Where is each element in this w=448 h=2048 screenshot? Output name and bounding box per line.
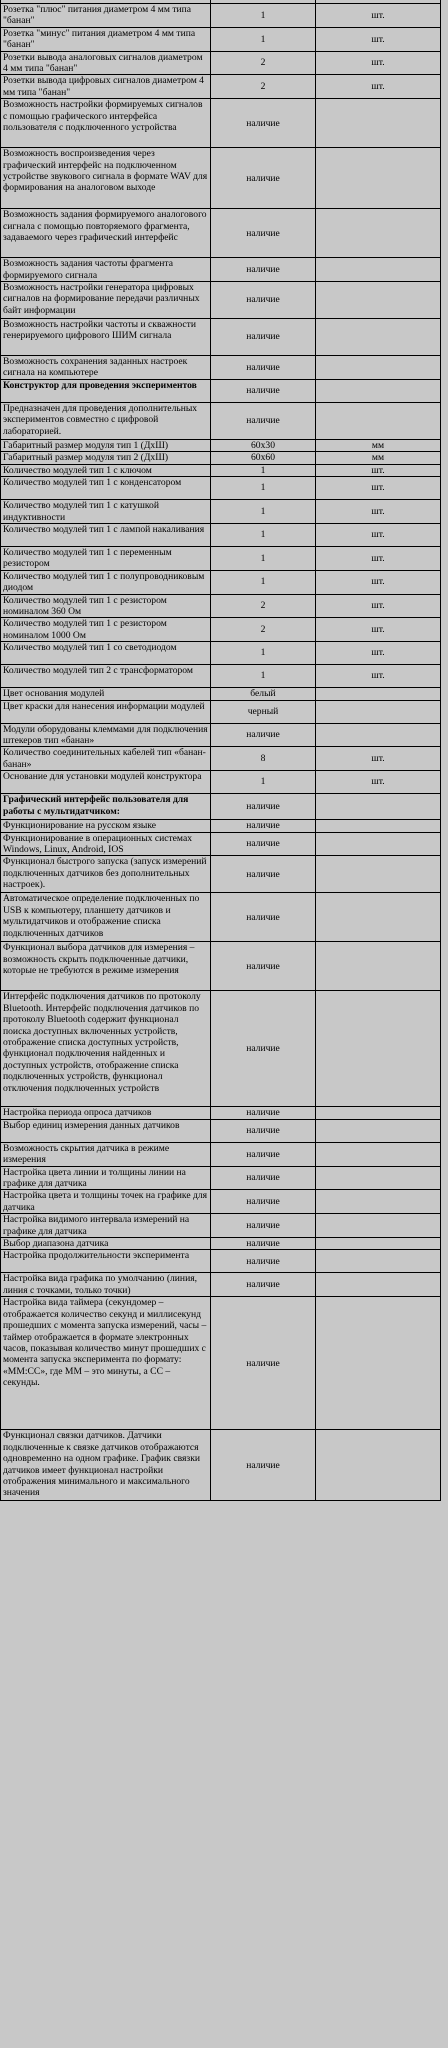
value-cell: наличие — [211, 1190, 316, 1214]
unit-cell: мм — [316, 439, 441, 451]
characteristic-cell: Основание для установки модулей конструктора — [1, 771, 211, 794]
table-row — [1, 991, 441, 1107]
value-cell: наличие — [211, 1238, 316, 1250]
unit-cell — [316, 1119, 441, 1142]
characteristic-cell: Количество модулей тип 2 с трансформатором — [1, 665, 211, 688]
value-cell: 60х30 — [211, 439, 316, 451]
characteristic-cell: Функционал связки датчиков. Датчики подключенные к связке датчиков отображаются одновременно на одном графике. График связки датчиков имеет функционал настройки отображения минимального и максимального значения — [1, 1430, 211, 1501]
unit-cell: шт. — [316, 570, 441, 594]
table-row — [1, 723, 441, 747]
characteristic-cell: Количество модулей тип 1 с конденсатором — [1, 477, 211, 500]
value-cell: 1 — [211, 4, 316, 28]
value-cell: 2 — [211, 75, 316, 99]
unit-cell — [316, 379, 441, 402]
table-row — [1, 1297, 441, 1430]
value-cell: наличие — [211, 148, 316, 209]
characteristic-cell: Цвет основания модулей — [1, 688, 211, 700]
table-row — [1, 51, 441, 75]
table-row — [1, 546, 441, 570]
value-cell: наличие — [211, 832, 316, 856]
characteristic-cell: Функционал выбора датчиков для измерения – возможность скрыть подключенные датчики, которые не требуются в режиме измерения — [1, 942, 211, 991]
unit-cell — [316, 893, 441, 942]
table-row — [1, 570, 441, 594]
table-row — [1, 1142, 441, 1166]
characteristic-cell: Розетка "плюс" питания диаметром 4 мм типа "банан" — [1, 4, 211, 28]
table-row — [1, 942, 441, 991]
unit-cell: шт. — [316, 500, 441, 524]
table-row — [1, 688, 441, 700]
characteristic-cell: Настройка вида таймера (секундомер – отображается количество секунд и миллисекунд прошедших с момента запуска измерений, часы – таймер отображается в формате электронных часов, показывая количество минут прошедших с момента запуска эксперимента по формату: «ММ:СС», где ММ – это минуты, а СС – секунды. — [1, 1297, 211, 1430]
table-row — [1, 1238, 441, 1250]
table-row — [1, 665, 441, 688]
characteristic-cell: Настройка цвета и толщины точек на графике для датчика — [1, 1190, 211, 1214]
table-row — [1, 1214, 441, 1238]
unit-cell — [316, 991, 441, 1107]
characteristic-cell: Возможность настройки частоты и скважности генерируемого цифрового ШИМ сигнала — [1, 319, 211, 356]
value-cell: 1 — [211, 523, 316, 546]
value-cell: наличие — [211, 1297, 316, 1430]
table-row — [1, 1107, 441, 1119]
characteristic-cell: Розетка "минус" питания диаметром 4 мм типа "банан" — [1, 27, 211, 51]
table-row — [1, 1273, 441, 1297]
characteristic-cell: Количество модулей тип 1 с лампой накаливания — [1, 523, 211, 546]
unit-cell — [316, 1190, 441, 1214]
unit-cell — [316, 258, 441, 282]
unit-cell — [316, 1214, 441, 1238]
value-cell: 1 — [211, 546, 316, 570]
table-row — [1, 1250, 441, 1273]
characteristic-cell: Розетки вывода цифровых сигналов диаметром 4 мм типа "банан" — [1, 75, 211, 99]
unit-cell — [316, 1250, 441, 1273]
characteristic-cell: Габаритный размер модуля тип 2 (ДхШ) — [1, 452, 211, 464]
table-row — [1, 27, 441, 51]
value-cell: 1 — [211, 500, 316, 524]
unit-cell: шт. — [316, 523, 441, 546]
unit-cell: шт. — [316, 618, 441, 642]
characteristic-cell: Конструктор для проведения экспериментов — [1, 379, 211, 402]
section-header-row — [1, 794, 441, 820]
characteristic-cell: Функционал быстрого запуска (запуск измерений подключенных датчиков без дополнительных настроек). — [1, 856, 211, 893]
value-cell: 2 — [211, 594, 316, 618]
unit-cell — [316, 1107, 441, 1119]
value-cell: черный — [211, 700, 316, 723]
value-cell: наличие — [211, 209, 316, 258]
value-cell: наличие — [211, 282, 316, 319]
table-row — [1, 258, 441, 282]
value-cell: наличие — [211, 820, 316, 832]
characteristic-cell: Настройка периода опроса датчиков — [1, 1107, 211, 1119]
value-cell: 1 — [211, 477, 316, 500]
value-cell: наличие — [211, 1166, 316, 1190]
value-cell: наличие — [211, 356, 316, 380]
unit-cell: шт. — [316, 464, 441, 476]
unit-cell — [316, 319, 441, 356]
table-row — [1, 642, 441, 665]
unit-cell — [316, 402, 441, 439]
unit-cell — [316, 942, 441, 991]
value-cell: наличие — [211, 1119, 316, 1142]
table-row — [1, 282, 441, 319]
unit-cell — [316, 700, 441, 723]
table-row — [1, 402, 441, 439]
section-header-row — [1, 379, 441, 402]
table-row — [1, 618, 441, 642]
unit-cell — [316, 356, 441, 380]
value-cell: наличие — [211, 402, 316, 439]
spec-table-body — [1, 0, 441, 1501]
value-cell: 1 — [211, 464, 316, 476]
table-row — [1, 209, 441, 258]
characteristic-cell: Автоматическое определение подключенных по USB к компьютеру, планшету датчиков и мультидатчиков и отображение списка подключенных датчиков — [1, 893, 211, 942]
value-cell: 1 — [211, 771, 316, 794]
characteristic-cell: Выбор единиц измерения данных датчиков — [1, 1119, 211, 1142]
unit-cell — [316, 1142, 441, 1166]
characteristic-cell: Модули оборудованы клеммами для подключения штекеров тип «банан» — [1, 723, 211, 747]
unit-cell — [316, 688, 441, 700]
characteristic-cell: Цвет краски для нанесения информации модулей — [1, 700, 211, 723]
characteristic-cell: Настройка цвета линии и толщины линии на графике для датчика — [1, 1166, 211, 1190]
characteristic-cell: Количество модулей тип 1 с ключом — [1, 464, 211, 476]
unit-cell — [316, 832, 441, 856]
unit-cell: шт. — [316, 665, 441, 688]
characteristic-cell: Возможность скрытия датчика в режиме измерения — [1, 1142, 211, 1166]
value-cell: наличие — [211, 1250, 316, 1273]
table-row — [1, 500, 441, 524]
unit-cell: шт. — [316, 747, 441, 771]
unit-cell: шт. — [316, 75, 441, 99]
value-cell: наличие — [211, 1142, 316, 1166]
table-row — [1, 464, 441, 476]
value-cell: наличие — [211, 1430, 316, 1501]
unit-cell — [316, 820, 441, 832]
unit-cell: шт. — [316, 594, 441, 618]
characteristic-cell: Количество модулей тип 1 с резистором номиналом 360 Ом — [1, 594, 211, 618]
table-row — [1, 832, 441, 856]
table-row — [1, 75, 441, 99]
value-cell: наличие — [211, 99, 316, 148]
unit-cell — [316, 1297, 441, 1430]
value-cell: 1 — [211, 665, 316, 688]
table-row — [1, 452, 441, 464]
value-cell: наличие — [211, 319, 316, 356]
table-row — [1, 439, 441, 451]
unit-cell — [316, 1166, 441, 1190]
unit-cell: шт. — [316, 771, 441, 794]
table-row — [1, 4, 441, 28]
value-cell: наличие — [211, 379, 316, 402]
characteristic-cell: Предназначен для проведения дополнительных экспериментов совместно с цифровой лабораторией. — [1, 402, 211, 439]
unit-cell — [316, 282, 441, 319]
characteristic-cell: Выбор диапазона датчика — [1, 1238, 211, 1250]
table-row — [1, 477, 441, 500]
characteristic-cell: Количество модулей тип 1 с переменным резистором — [1, 546, 211, 570]
value-cell: наличие — [211, 723, 316, 747]
value-cell: наличие — [211, 794, 316, 820]
unit-cell — [316, 1238, 441, 1250]
table-row — [1, 771, 441, 794]
unit-cell: шт. — [316, 546, 441, 570]
unit-cell: шт. — [316, 51, 441, 75]
unit-cell — [316, 794, 441, 820]
table-row — [1, 99, 441, 148]
characteristic-cell: Функционирование на русском языке — [1, 820, 211, 832]
unit-cell: мм — [316, 452, 441, 464]
table-row — [1, 1166, 441, 1190]
value-cell: наличие — [211, 1214, 316, 1238]
table-row — [1, 893, 441, 942]
unit-cell — [316, 856, 441, 893]
characteristic-cell: Габаритный размер модуля тип 1 (ДхШ) — [1, 439, 211, 451]
table-row — [1, 356, 441, 380]
characteristic-cell: Розетки вывода аналоговых сигналов диаметром 4 мм типа "банан" — [1, 51, 211, 75]
value-cell: наличие — [211, 893, 316, 942]
value-cell: 2 — [211, 618, 316, 642]
table-row — [1, 1119, 441, 1142]
value-cell: 1 — [211, 642, 316, 665]
characteristic-cell: Количество соединительных кабелей тип «банан-банан» — [1, 747, 211, 771]
unit-cell — [316, 148, 441, 209]
unit-cell: шт. — [316, 4, 441, 28]
table-row — [1, 747, 441, 771]
value-cell: белый — [211, 688, 316, 700]
unit-cell — [316, 1273, 441, 1297]
table-row — [1, 319, 441, 356]
characteristic-cell: Возможность настройки генератора цифровых сигналов на формирование передачи различных байт информации — [1, 282, 211, 319]
characteristic-cell: Количество модулей тип 1 с катушкой индуктивности — [1, 500, 211, 524]
characteristic-cell: Возможность задания формируемого аналогового сигнала с помощью повторяемого фрагмента, задаваемого через графический интерфейс — [1, 209, 211, 258]
characteristic-cell: Возможность сохранения заданных настроек сигнала на компьютере — [1, 356, 211, 380]
table-row — [1, 148, 441, 209]
value-cell: наличие — [211, 1273, 316, 1297]
table-row — [1, 856, 441, 893]
value-cell: 8 — [211, 747, 316, 771]
value-cell: 1 — [211, 27, 316, 51]
table-row — [1, 1430, 441, 1501]
unit-cell: шт. — [316, 27, 441, 51]
characteristic-cell: Функционирование в операционных системах Windows, Linux, Android, IOS — [1, 832, 211, 856]
characteristic-cell: Интерфейс подключения датчиков по протоколу Bluetooth. Интерфейс подключения датчиков по протоколу Bluetooth содержит функционал поиска доступных включенных устройств, отображение списка доступных устройств, функционал подключения найденных и доступных устройств, отображение списка подключенных устройств, функционал отключения подключенных устройств — [1, 991, 211, 1107]
table-row — [1, 594, 441, 618]
unit-cell — [316, 209, 441, 258]
value-cell: наличие — [211, 942, 316, 991]
characteristic-cell: Количество модулей тип 1 со светодиодом — [1, 642, 211, 665]
characteristic-cell: Возможность настройки формируемых сигналов с помощью графического интерфейса пользователя с подключенного устройства — [1, 99, 211, 148]
characteristic-cell: Возможность воспроизведения через графический интерфейс на подключенном устройстве звукового сигнала в формате WAV для формирования на аналоговом выходе — [1, 148, 211, 209]
characteristic-cell: Настройка видимого интервала измерений на графике для датчика — [1, 1214, 211, 1238]
characteristic-cell: Настройка вида графика по умолчанию (линия, линия с точками, только точки) — [1, 1273, 211, 1297]
table-row — [1, 1190, 441, 1214]
value-cell: наличие — [211, 258, 316, 282]
unit-cell: шт. — [316, 477, 441, 500]
table-row — [1, 523, 441, 546]
characteristic-cell: Количество модулей тип 1 с резистором номиналом 1000 Ом — [1, 618, 211, 642]
characteristic-cell: Настройка продолжительности эксперимента — [1, 1250, 211, 1273]
value-cell: 2 — [211, 51, 316, 75]
unit-cell: шт. — [316, 642, 441, 665]
unit-cell — [316, 1430, 441, 1501]
table-row — [1, 700, 441, 723]
characteristic-cell: Возможность задания частоты фрагмента формируемого сигнала — [1, 258, 211, 282]
value-cell: наличие — [211, 856, 316, 893]
value-cell: 60х60 — [211, 452, 316, 464]
value-cell: наличие — [211, 991, 316, 1107]
characteristic-cell: Количество модулей тип 1 с полупроводниковым диодом — [1, 570, 211, 594]
unit-cell — [316, 723, 441, 747]
table-row — [1, 820, 441, 832]
value-cell: наличие — [211, 1107, 316, 1119]
characteristic-cell: Графический интерфейс пользователя для работы с мультидатчиком: — [1, 794, 211, 820]
unit-cell — [316, 99, 441, 148]
value-cell: 1 — [211, 570, 316, 594]
